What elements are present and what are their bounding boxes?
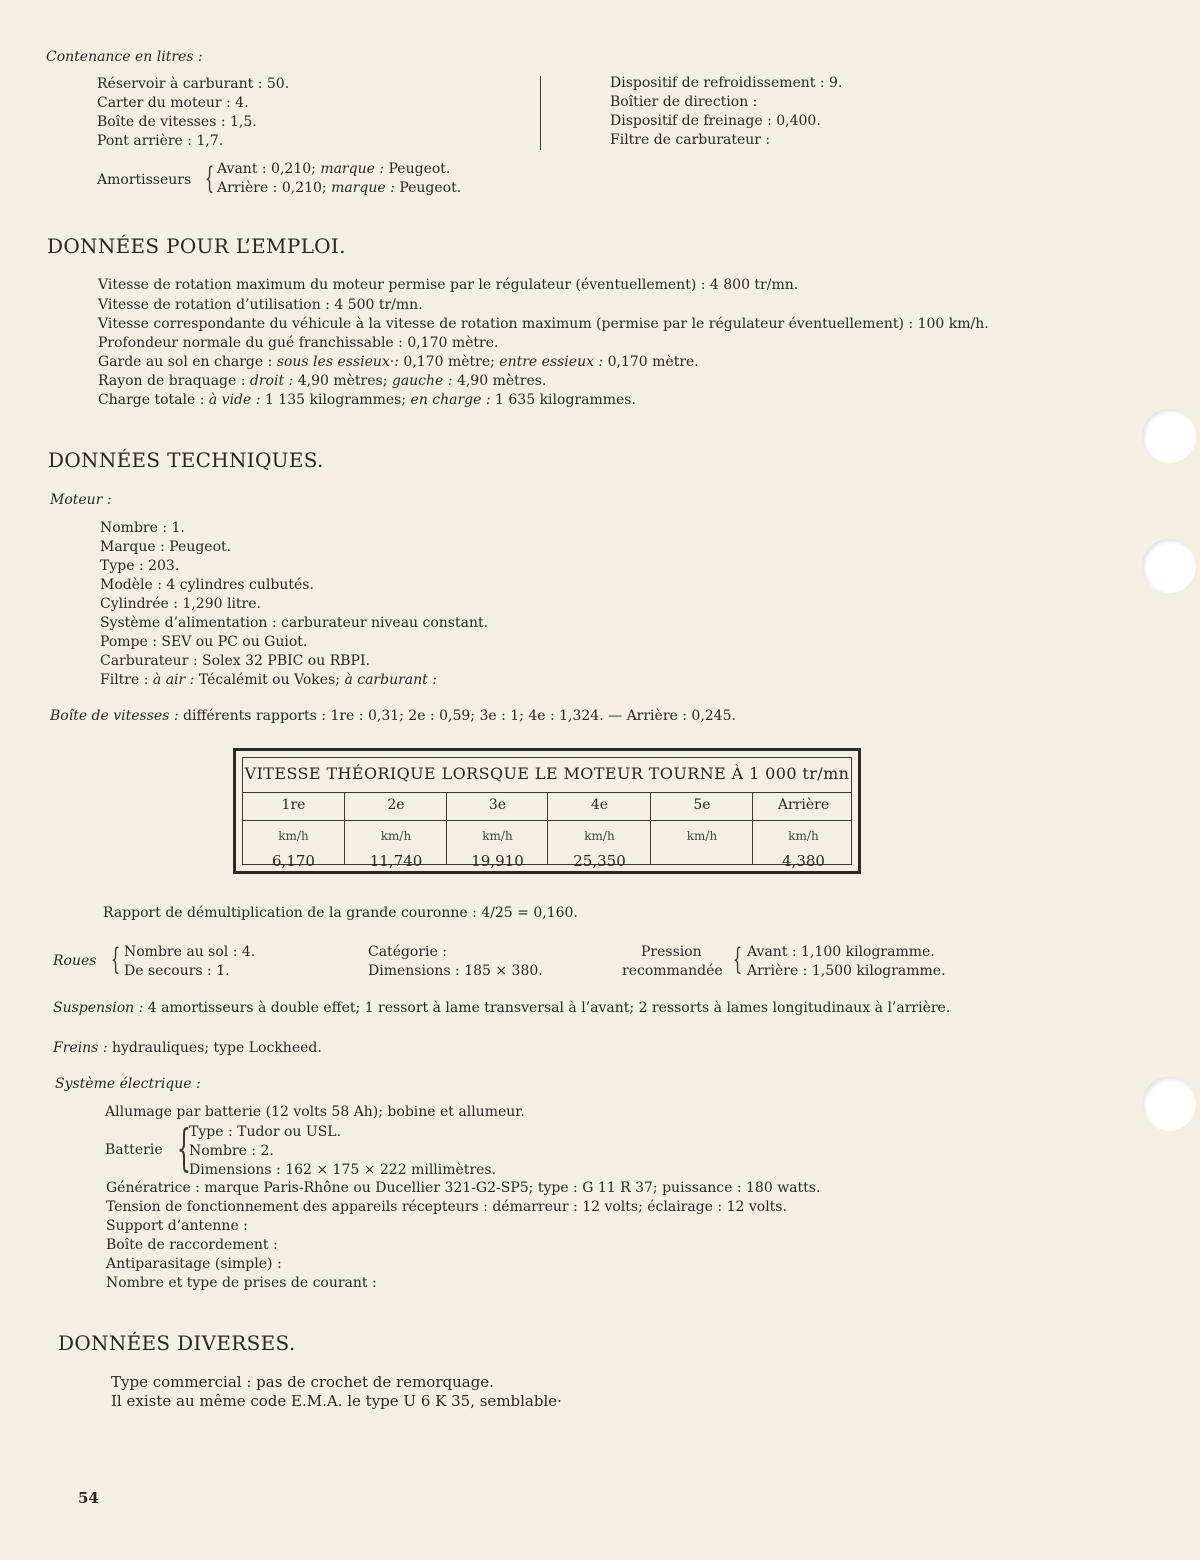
list-item: Génératrice : marque Paris-Rhône ou Ducellier 321-G2-SP5; type : G 11 R 37; puissance : 180 watts. (106, 1180, 821, 1196)
header-label: 3e (488, 797, 507, 813)
table-cell (547, 819, 651, 870)
boite-value: différents rapports : 1re : 0,31; 2e : 0,59; 3e : 1; 4e : 1,324. — Arrière : 0,245. (183, 708, 736, 724)
list-item: Support d’antenne : (106, 1218, 248, 1234)
diverses-line: Il existe au même code E.M.A. le type U 6 K 35, semblable· (111, 1392, 562, 1410)
table-header-cell (547, 793, 651, 820)
charge-vide-label: à vide : (208, 392, 261, 408)
contenance-right-list (610, 74, 842, 150)
speed-table (233, 748, 861, 874)
roues-label: Roues (53, 953, 97, 969)
amort-arriere-value: Arrière : 0,210; (217, 180, 327, 196)
batterie-list (189, 1123, 496, 1180)
suspension-value: 4 amortisseurs à double effet; 1 ressort à lame transversal à l’avant; 2 ressorts à lames longitudinaux à l’arrière. (147, 1000, 951, 1016)
unit-label: km/h (482, 829, 513, 843)
amortisseurs-label: Amortisseurs (97, 172, 192, 188)
freins-line (53, 1039, 322, 1058)
charge-vide-value: 1 135 kilogrammes; (264, 392, 407, 408)
binder-hole (1142, 539, 1196, 593)
list-item: Type : Tudor ou USL. (189, 1124, 342, 1140)
garde-sous-value: 0,170 mètre; (403, 354, 495, 370)
filtre-line (100, 671, 488, 690)
charge-charge-value: 1 635 kilogrammes. (495, 392, 636, 408)
header-label: 5e (693, 797, 711, 813)
garde-label: Garde au sol en charge : (98, 354, 273, 370)
page-number: 54 (78, 1489, 99, 1507)
rayon-line (98, 372, 546, 391)
list-item: Carburateur : Solex 32 PBIC ou RBPI. (100, 653, 370, 669)
speed-value: 25,350 (573, 852, 626, 870)
binder-hole (1142, 409, 1196, 463)
table-header-row (243, 792, 851, 821)
list-item: Modèle : 4 cylindres culbutés. (100, 577, 314, 593)
table-cell (243, 819, 344, 870)
speed-value: 19,910 (471, 852, 524, 870)
unit-label: km/h (380, 829, 412, 843)
emploi-line: Vitesse correspondante du véhicule à la vitesse de rotation maximum (permise par le régulateur éventuellement) : 100 km/h. (98, 316, 989, 332)
list-item: Nombre : 1. (100, 520, 185, 536)
list-item: Nombre : 2. (189, 1143, 274, 1159)
freins-label: Freins : (53, 1040, 108, 1056)
brace: { (176, 1119, 192, 1177)
table-data-row (243, 819, 851, 870)
charge-charge-label: en charge : (410, 392, 491, 408)
brace: { (204, 161, 215, 196)
list-item: Carter du moteur : 4. (97, 95, 249, 111)
moteur-title: Moteur : (50, 492, 112, 508)
roues-dimensions: Dimensions : 185 × 380. (368, 963, 543, 979)
table-header-cell (650, 793, 753, 820)
emploi-line: Vitesse de rotation d’utilisation : 4 500 tr/mn. (98, 297, 423, 313)
header-label: 4e (590, 797, 609, 813)
header-label: 1re (281, 797, 306, 813)
list-item: Type : 203. (100, 558, 180, 574)
garde-entre-value: 0,170 mètre. (607, 354, 699, 370)
amort-avant-value: Avant : 0,210; (217, 161, 316, 177)
list-item: Dispositif de refroidissement : 9. (610, 75, 843, 91)
table-header-cell (446, 793, 548, 820)
filtre-label: Filtre : (100, 672, 149, 688)
list-item: Nombre et type de prises de courant : (106, 1275, 377, 1291)
roues-secours: De secours : 1. (124, 963, 230, 979)
list-item: Cylindrée : 1,290 litre. (100, 596, 261, 612)
emploi-line: Vitesse de rotation maximum du moteur permise par le régulateur (éventuellement) : 4 800 tr/mn. (98, 277, 799, 293)
list-item: Dispositif de freinage : 0,400. (610, 113, 821, 129)
speed-value: 4,380 (782, 852, 825, 870)
speed-value: 11,740 (369, 852, 423, 870)
speed-value: 6,170 (272, 852, 315, 870)
unit-label: km/h (686, 829, 718, 843)
section-heading: DONNÉES TECHNIQUES. (48, 448, 324, 472)
contenance-title: Contenance en litres : (46, 49, 203, 65)
garde-entre-label: entre essieux : (499, 354, 604, 370)
charge-label: Charge totale : (98, 392, 205, 408)
garde-sous-label: sous les essieux·: (276, 354, 399, 370)
emploi-line: Profondeur normale du gué franchissable : 0,170 mètre. (98, 335, 499, 351)
list-item: Boîtier de direction : (610, 94, 758, 110)
table-cell (650, 819, 753, 864)
allumage-line: Allumage par batterie (12 volts 58 Ah); bobine et allumeur. (105, 1104, 525, 1120)
binder-hole (1142, 1077, 1196, 1131)
rayon-label: Rayon de braquage : (98, 373, 246, 389)
list-item: Pompe : SEV ou PC ou Guiot. (100, 634, 308, 650)
table-header-cell (344, 793, 447, 820)
suspension-label: Suspension : (53, 1000, 144, 1016)
charge-line (98, 391, 636, 410)
rayon-gauche-value: 4,90 mètres. (456, 373, 547, 389)
filtre-carb-label: à carburant : (344, 672, 437, 688)
boite-line (50, 707, 736, 726)
freins-value: hydrauliques; type Lockheed. (112, 1040, 322, 1056)
batterie-label: Batterie (105, 1142, 163, 1158)
amort-arriere (217, 179, 461, 198)
list-item: Antiparasitage (simple) : (106, 1256, 282, 1272)
header-label: Arrière (777, 797, 830, 813)
list-item: Marque : Peugeot. (100, 539, 232, 555)
table-header-cell (243, 793, 344, 820)
unit-label: km/h (584, 829, 615, 843)
roues-nombre-sol: Nombre au sol : 4. (124, 944, 256, 960)
garde-line (98, 353, 699, 372)
list-item: Boîte de vitesses : 1,5. (97, 114, 257, 130)
roues-categorie: Catégorie : (368, 944, 447, 960)
amort-avant (217, 160, 450, 179)
suspension-line (53, 999, 950, 1018)
table-cell (446, 819, 548, 870)
rayon-droit-label: droit : (249, 373, 294, 389)
filtre-air-value: Técalémit ou Vokes; (198, 672, 340, 688)
header-label: 2e (387, 797, 405, 813)
marque-label: marque : (320, 161, 385, 177)
table-cell (752, 819, 854, 870)
rayon-droit-value: 4,90 mètres; (297, 373, 388, 389)
electrique-list (106, 1179, 820, 1293)
section-heading: DONNÉES POUR L’EMPLOI. (47, 234, 346, 258)
table-title: VITESSE THÉORIQUE LORSQUE LE MOTEUR TOURNE À 1 000 tr/mn (244, 764, 850, 783)
rayon-gauche-label: gauche : (391, 373, 453, 389)
list-item: Pont arrière : 1,7. (97, 133, 224, 149)
diverses-line: Type commercial : pas de crochet de remorquage. (111, 1373, 494, 1391)
marque-label: marque : (331, 180, 395, 196)
unit-label: km/h (278, 829, 309, 843)
moteur-list (100, 519, 488, 690)
electrique-title: Système électrique : (55, 1076, 201, 1092)
roues-arriere: Arrière : 1,500 kilogramme. (747, 963, 946, 979)
column-divider (540, 76, 541, 150)
unit-label: km/h (788, 829, 819, 843)
roues-avant: Avant : 1,100 kilogramme. (747, 944, 935, 960)
contenance-left-list (97, 75, 289, 151)
section-heading: DONNÉES DIVERSES. (58, 1331, 296, 1355)
filtre-air-label: à air : (152, 672, 195, 688)
table-header-cell (752, 793, 854, 820)
list-item: Système d’alimentation : carburateur niveau constant. (100, 615, 489, 631)
marque-value: Peugeot. (388, 161, 451, 177)
list-item: Boîte de raccordement : (106, 1237, 278, 1253)
rapport-line: Rapport de démultiplication de la grande couronne : 4/25 = 0,160. (103, 905, 578, 921)
roues-pression: Pression (641, 944, 702, 960)
brace: { (110, 942, 121, 977)
roues-recommandee: recommandée (622, 963, 723, 979)
list-item: Réservoir à carburant : 50. (97, 76, 290, 92)
speed-table-inner (242, 757, 852, 870)
list-item: Tension de fonctionnement des appareils récepteurs : démarreur : 12 volts; éclairage : 12 volts. (106, 1199, 787, 1215)
marque-value: Peugeot. (399, 180, 462, 196)
table-cell (344, 819, 447, 870)
list-item: Dimensions : 162 × 175 × 222 millimètres. (189, 1162, 497, 1178)
brace: { (732, 942, 743, 977)
list-item: Filtre de carburateur : (610, 132, 771, 148)
boite-label: Boîte de vitesses : (50, 708, 179, 724)
